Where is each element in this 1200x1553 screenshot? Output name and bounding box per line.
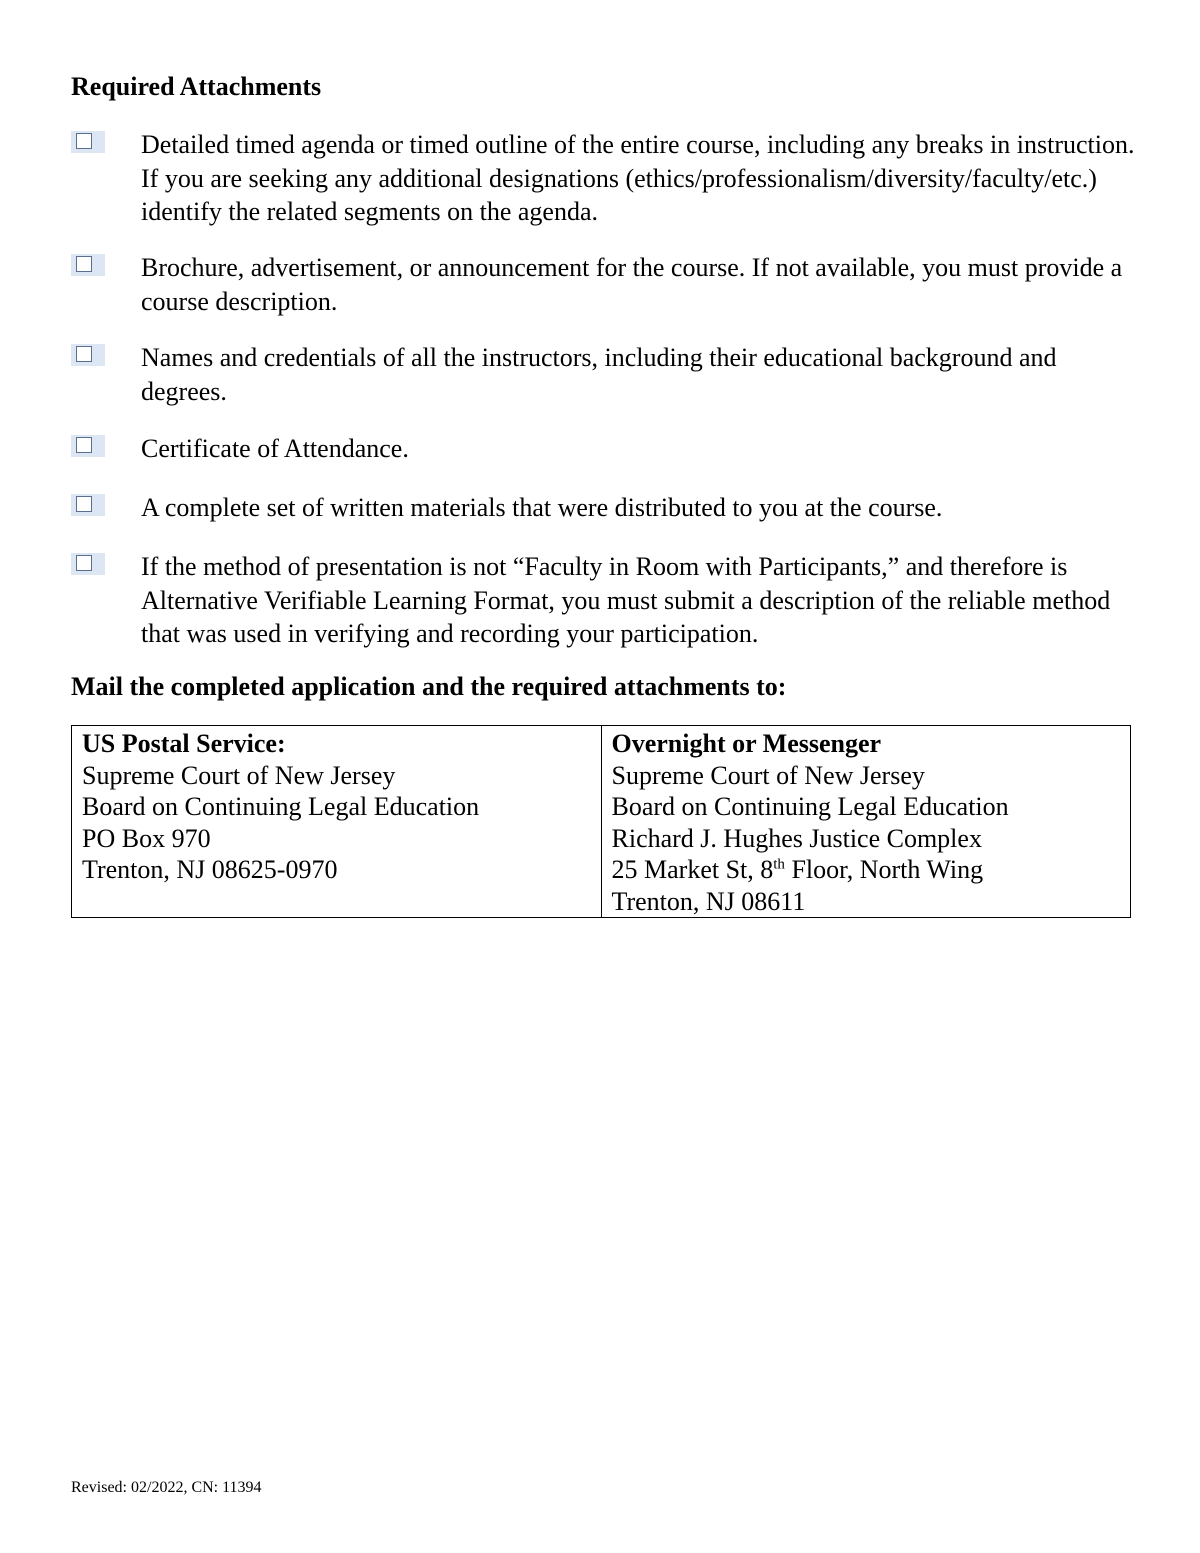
ordinal-suffix: th xyxy=(773,856,785,873)
revision-footer: Revised: 02/2022, CN: 11394 xyxy=(71,1479,262,1496)
attachment-item-certificate xyxy=(71,432,1141,468)
required-attachments-heading: Required Attachments xyxy=(71,72,322,101)
certificate-checkbox[interactable] xyxy=(71,435,105,457)
overnight-address-cell xyxy=(601,726,1131,918)
postal-address-line: PO Box 970 xyxy=(82,823,211,853)
materials-checkbox[interactable] xyxy=(71,494,105,516)
mail-instructions-heading: Mail the completed application and the required attachments to: xyxy=(71,672,787,701)
overnight-address-line: Board on Continuing Legal Education xyxy=(611,792,1009,821)
overnight-address-line: Trenton, NJ 08611 xyxy=(611,886,806,916)
agenda-checkbox[interactable] xyxy=(71,131,105,153)
mailing-address-table xyxy=(71,725,1131,918)
attachment-item-brochure xyxy=(71,251,1141,321)
attachment-text: If the method of presentation is not “Faculty in Room with Participants,” and therefore is Alternative Verifiable Learning Format, you must submit a description of the reliable method that was used in verifying and recording your participation. xyxy=(141,552,1111,648)
attachment-item-agenda xyxy=(71,128,1141,228)
postal-address-cell xyxy=(72,726,602,918)
overnight-address-line: Richard J. Hughes Justice Complex xyxy=(611,823,982,853)
overnight-address-line: Supreme Court of New Jersey xyxy=(611,760,925,790)
overnight-street-line xyxy=(612,854,1121,886)
postal-address-line: Board on Continuing Legal Education xyxy=(82,792,480,821)
attachment-text: Names and credentials of all the instructors, including their educational background and degrees. xyxy=(141,343,1057,406)
overnight-address-title: Overnight or Messenger xyxy=(611,729,882,758)
attachment-text: Detailed timed agenda or timed outline of the entire course, including any breaks in instruction. If you are seeking any additional designations (ethics/professionalism/diversity/faculty/etc.) identify the related segments on the agenda. xyxy=(141,130,1135,226)
verification-checkbox[interactable] xyxy=(71,553,105,575)
instructors-checkbox[interactable] xyxy=(71,344,105,366)
attachment-item-verification xyxy=(71,550,1141,650)
attachment-text: Certificate of Attendance. xyxy=(141,434,409,463)
attachment-item-instructors xyxy=(71,341,1141,411)
postal-address-line: Supreme Court of New Jersey xyxy=(82,760,396,790)
attachment-text: A complete set of written materials that were distributed to you at the course. xyxy=(141,493,943,522)
street-text: 25 Market St, 8 xyxy=(611,855,774,884)
attachment-item-materials xyxy=(71,491,1141,527)
brochure-checkbox[interactable] xyxy=(71,254,105,276)
attachment-text: Brochure, advertisement, or announcement for the course. If not available, you must provide a course description. xyxy=(141,253,1123,316)
floor-text: Floor, North Wing xyxy=(784,855,984,884)
postal-address-title: US Postal Service: xyxy=(82,729,286,758)
postal-address-line: Trenton, NJ 08625-0970 xyxy=(82,855,338,884)
